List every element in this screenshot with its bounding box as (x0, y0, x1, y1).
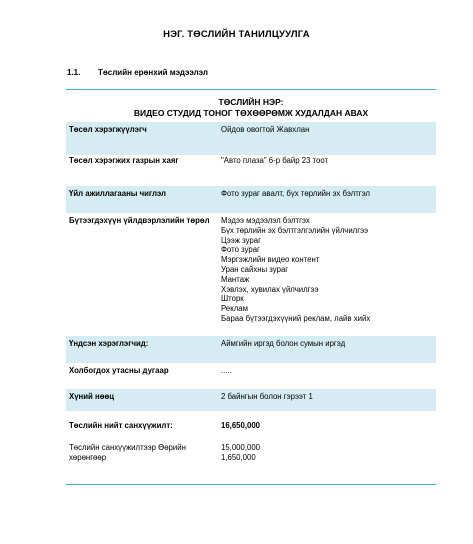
row-label (69, 443, 219, 463)
row-value: "Авто плаза" 6-р байр 23 тоот (221, 156, 329, 165)
section-heading (67, 68, 208, 77)
row-value: Аймгийн иргэд болон сумын иргэд (221, 339, 346, 348)
row-value-list (221, 443, 433, 463)
row-label: Холбогдох утасны дугаар (69, 366, 169, 375)
row-value: 16,650,000 (221, 421, 261, 430)
document-title: НЭГ. ТӨСЛИЙН ТАНИЛЦУУЛГА (163, 29, 310, 40)
funding-source-label: Төслийн санхүүжилтээр (69, 443, 156, 452)
row-label: Хүний нөөц (69, 392, 115, 401)
row-value: Ойдов овогтой Жавхлан (221, 125, 310, 134)
row-label: Төсөл хэрэгжих газрын хаяг (69, 156, 179, 165)
project-name: ВИДЕО СТУДИД ТОНОГ ТӨХӨӨРӨМЖ ХУДАЛДАН АВАХ (133, 107, 369, 118)
info-row-activity (66, 186, 436, 213)
row-value: ..... (221, 366, 232, 375)
info-row-phone (66, 363, 436, 390)
info-row-customers (66, 336, 436, 363)
row-label-line: үйлдвэрлэлийн төрөл (123, 216, 210, 225)
product-item: Хэвлэх, хувилах үйлчилгээ (221, 284, 319, 294)
product-item: Шторк (221, 294, 244, 304)
row-value: Фото зураг авалт, бүх төрлийн эх бэлтгэл (221, 189, 370, 198)
product-item: Реклам (221, 304, 248, 314)
section-title: Төслийн ерөнхий мэдээлэл (98, 68, 208, 77)
info-row-total-funding (66, 418, 436, 436)
info-row-human-resources (66, 389, 436, 411)
product-item: Фото зураг (221, 245, 260, 255)
row-label (69, 216, 219, 226)
funding-amount: 1,650,000 (221, 452, 256, 462)
row-label: Үйл ажиллагааны чиглэл (69, 189, 166, 198)
row-label: Төслийн нийт санхүүжилт: (69, 421, 173, 430)
row-value: 2 байнгын болон гэрээт 1 (221, 392, 313, 401)
funding-source-label: Өөрийн хөрөнгөөр (69, 443, 186, 462)
info-row-address (66, 153, 436, 183)
info-row-funding-breakdown (66, 440, 436, 470)
project-label: ТӨСЛИЙН НЭР: (218, 97, 284, 107)
info-row-implementer (66, 122, 436, 155)
product-item: Мантаж (221, 274, 250, 284)
project-title-block (66, 97, 436, 118)
product-item: Цээж зураг (221, 235, 261, 245)
row-label-line: Бүтээгдэхүүн (69, 216, 122, 225)
bottom-rule (66, 484, 436, 485)
row-label: Үндсэн хэрэглэгчид: (69, 339, 149, 348)
row-value-list (221, 216, 433, 324)
product-item: Уран сайхны зураг (221, 264, 289, 274)
product-item: Мэргэжлийн видео контент (221, 255, 320, 265)
top-rule (66, 89, 436, 90)
info-row-products (66, 213, 436, 337)
product-item: Мэдээ мэдээлэл бэлтгэх (221, 216, 310, 225)
section-number: 1.1. (67, 68, 81, 77)
product-item: Бараа бүтээгдэхүүний реклам, лайв хийх (221, 313, 371, 323)
product-item: Бүх төрлийн эх бэлтгэлгэлийн үйлчилгээ (221, 225, 369, 235)
row-label: Төсөл хэрэгжүүлэгч (69, 125, 147, 134)
funding-amount: 15,000,000 (221, 443, 261, 452)
